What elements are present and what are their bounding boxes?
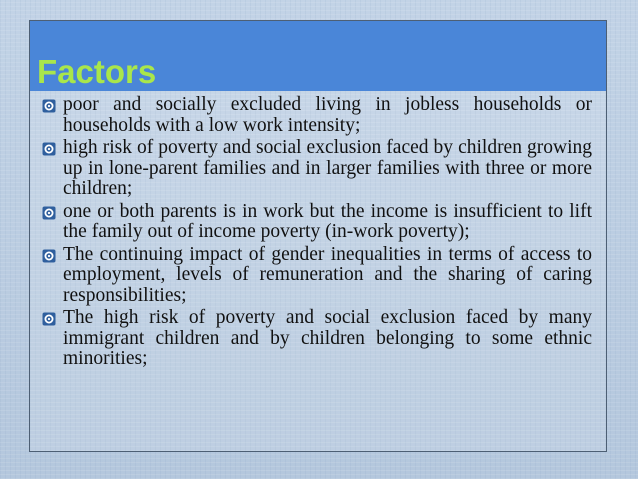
bullet-text: The high risk of poverty and social exclusion faced by many immigrant children and by children belonging to some ethnic minorities;: [63, 307, 592, 369]
list-item: [42, 245, 592, 307]
bullet-text: high risk of poverty and social exclusion faced by children growing up in lone-parent families and in larger families with three or more children;: [63, 137, 592, 199]
bullet-text: poor and socially excluded living in jobless households or households with a low work intensity;: [63, 94, 592, 136]
list-item: [42, 138, 592, 200]
bullet-text: one or both parents is in work but the income is insufficient to lift the family out of income poverty (in-work poverty);: [63, 200, 592, 242]
square-swirl-bullet-icon: [42, 249, 56, 263]
list-item: [42, 202, 592, 243]
bullet-text: The continuing impact of gender inequalities in terms of access to employment, levels of remuneration and the sharing of caring responsibilities;: [63, 243, 592, 306]
slide-title: Factors: [37, 53, 157, 90]
square-swirl-bullet-icon: [42, 142, 56, 156]
square-swirl-bullet-icon: [42, 99, 56, 113]
list-item: [42, 308, 592, 370]
bullet-list: [42, 95, 592, 372]
list-item: [42, 95, 592, 136]
square-swirl-bullet-icon: [42, 206, 56, 220]
square-swirl-bullet-icon: [42, 312, 56, 326]
